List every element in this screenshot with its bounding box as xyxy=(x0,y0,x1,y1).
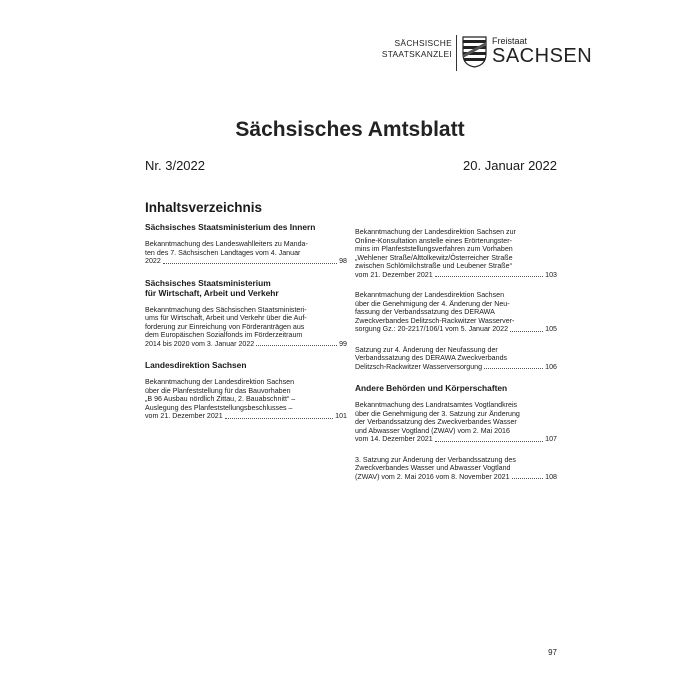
section-heading-line: Landesdirektion Sachsen xyxy=(145,360,247,370)
toc-page-ref: 107 xyxy=(545,435,557,443)
freistaat-sachsen-logo-text xyxy=(492,36,592,66)
saxony-crest-icon xyxy=(462,36,487,68)
leader-dots xyxy=(225,418,333,419)
leader-dots xyxy=(435,276,543,277)
toc-entry-line: über die Genehmigung der 4. Änderung der Neu- xyxy=(355,299,510,308)
toc-section xyxy=(355,228,557,371)
toc-entry-line: ten des 7. Sächsischen Landtages vom 4. Januar xyxy=(145,248,301,257)
logo-freistaat: Freistaat xyxy=(492,36,528,46)
logo-line-2: STAATSKANZLEI xyxy=(381,49,452,59)
toc-entry-line: „Wehlener Straße/Alttolkewitz/Österreicher Straße xyxy=(355,253,513,262)
leader-dots xyxy=(512,478,544,479)
toc-section xyxy=(145,222,347,266)
leader-dots xyxy=(435,441,543,442)
toc-entry-line: über die Planfeststellung für das Bauvorhaben xyxy=(145,386,291,395)
toc-entry-line: Zweckverbandes Delitzsch-Rackwitzer Wasserver- xyxy=(355,316,515,325)
section-heading xyxy=(145,222,347,232)
toc-entry xyxy=(355,291,557,334)
toc-right-column xyxy=(355,228,557,493)
leader-dots xyxy=(484,368,543,369)
toc-entry-line: Bekanntmachung des Sächsischen Staatsministeri- xyxy=(145,305,307,314)
toc-entry-text: Delitzsch-Rackwitzer Wasserversorgung xyxy=(355,362,483,371)
leader-dots xyxy=(510,331,543,332)
toc-page-ref: 103 xyxy=(545,270,557,279)
toc-entry xyxy=(145,378,347,421)
toc-entry-text: 2022 xyxy=(145,257,161,265)
toc-page-ref: 105 xyxy=(545,325,557,333)
toc-entry-text: vom 14. Dezember 2021 xyxy=(355,435,433,443)
staatskanzlei-logo-text xyxy=(360,38,452,60)
logo-divider xyxy=(456,35,457,71)
toc-entry-line: Zweckverbandes Wasser und Abwasser Vogtland xyxy=(355,464,511,472)
toc-left-column xyxy=(145,222,347,433)
toc-entry-text: (ZWAV) vom 2. Mai 2016 vom 8. November 2021 xyxy=(355,472,510,481)
toc-entry-line: forderung zur Einreichung von Förderanträgen aus xyxy=(145,322,305,331)
toc-entry xyxy=(355,228,557,279)
section-heading-line: Sächsisches Staatsministerium xyxy=(145,277,271,288)
toc-heading: Inhaltsverzeichnis xyxy=(145,200,263,215)
toc-entry xyxy=(355,401,557,444)
toc-entry-line: Bekanntmachung der Landesdirektion Sachsen xyxy=(355,291,505,299)
section-heading xyxy=(145,360,347,370)
toc-page-ref: 98 xyxy=(339,257,347,265)
toc-page-ref: 99 xyxy=(339,339,347,348)
toc-page-ref: 101 xyxy=(335,412,347,420)
toc-entry-last-line xyxy=(145,257,347,266)
toc-page-ref: 108 xyxy=(545,472,557,481)
toc-section xyxy=(145,278,347,349)
leader-dots xyxy=(256,345,337,346)
toc-entry-line: Bekanntmachung der Landesdirektion Sachsen zur xyxy=(355,228,516,236)
toc-entry-line: über die Genehmigung der 3. Satzung zur Änderung xyxy=(355,409,520,418)
toc-entry-last-line xyxy=(145,340,347,349)
issue-number: Nr. 3/2022 xyxy=(145,158,205,173)
toc-entry-line: Bekanntmachung des Landeswahlleiters zu Manda- xyxy=(145,240,308,248)
toc-entry-last-line xyxy=(355,435,557,444)
toc-entry-line: und Abwasser Vogtland (ZWAV) vom 2. Mai 2016 xyxy=(355,426,510,435)
section-heading xyxy=(355,383,557,393)
toc-entry-line: Bekanntmachung des Landratsamtes Vogtlandkreis xyxy=(355,401,518,409)
section-heading-line: Andere Behörden und Körperschaften xyxy=(355,383,508,393)
section-heading xyxy=(145,278,347,298)
toc-entry-line: der Verbandssatzung des Zweckverbandes Wasser xyxy=(355,418,517,426)
toc-entry-text: sorgung Gz.: 20-2217/106/1 vom 5. Januar 2022 xyxy=(355,325,509,333)
toc-entry-text: 2014 bis 2020 vom 3. Januar 2022 xyxy=(145,339,255,348)
toc-entry-last-line xyxy=(355,363,557,372)
toc-entry xyxy=(145,306,347,349)
logo-line-1: SÄCHSISCHE xyxy=(394,38,452,48)
toc-entry-last-line xyxy=(355,473,557,482)
toc-entry-line: Auslegung des Planfeststellungsbeschlusses – xyxy=(145,403,293,412)
toc-entry-last-line xyxy=(355,271,557,280)
section-heading-line: Sächsisches Staatsministerium des Innern xyxy=(145,222,316,232)
page-title: Sächsisches Amtsblatt xyxy=(235,118,465,141)
toc-entry-line: ums für Wirtschaft, Arbeit und Verkehr über die Auf- xyxy=(145,314,307,322)
toc-entry-text: vom 21. Dezember 2021 xyxy=(355,270,433,279)
toc-entry-line: fassung der Verbandssatzung des DERAWA xyxy=(355,308,495,316)
toc-entry-line: Verbandssatzung des DERAWA Zweckverbands xyxy=(355,354,508,362)
toc-entry-line: 3. Satzung zur Änderung der Verbandssatzung des xyxy=(355,455,516,464)
toc-page-ref: 106 xyxy=(545,362,557,371)
toc-entry-line: mins im Planfeststellungsverfahren zum Vorhaben xyxy=(355,245,513,253)
toc-entry xyxy=(355,346,557,372)
logo-sachsen: SACHSEN xyxy=(492,45,593,67)
toc-entry-line: zwischen Schlömilchstraße und Leubener Straße“ xyxy=(355,262,512,270)
section-heading-line: für Wirtschaft, Arbeit und Verkehr xyxy=(145,287,279,298)
toc-entry xyxy=(145,240,347,266)
toc-entry-line: dem Europäischen Sozialfonds im Förderzeitraum xyxy=(145,331,303,339)
toc-entry-line: Online-Konsultation anstelle eines Erörterungster- xyxy=(355,236,512,245)
toc-entry-line: Bekanntmachung der Landesdirektion Sachsen xyxy=(145,378,295,386)
toc-entry-line: Satzung zur 4. Änderung der Neufassung der xyxy=(355,345,498,354)
toc-entry-text: vom 21. Dezember 2021 xyxy=(145,412,223,420)
toc-section xyxy=(355,383,557,481)
leader-dots xyxy=(163,263,337,264)
toc-entry-last-line xyxy=(355,325,557,334)
toc-section xyxy=(145,360,347,421)
toc-entry xyxy=(355,456,557,482)
page-number: 97 xyxy=(548,648,557,657)
toc-entry-last-line xyxy=(145,412,347,421)
toc-entry-line: „B 96 Ausbau nördlich Zittau, 2. Bauabschnitt“ – xyxy=(145,395,296,403)
issue-date: 20. Januar 2022 xyxy=(463,158,557,173)
